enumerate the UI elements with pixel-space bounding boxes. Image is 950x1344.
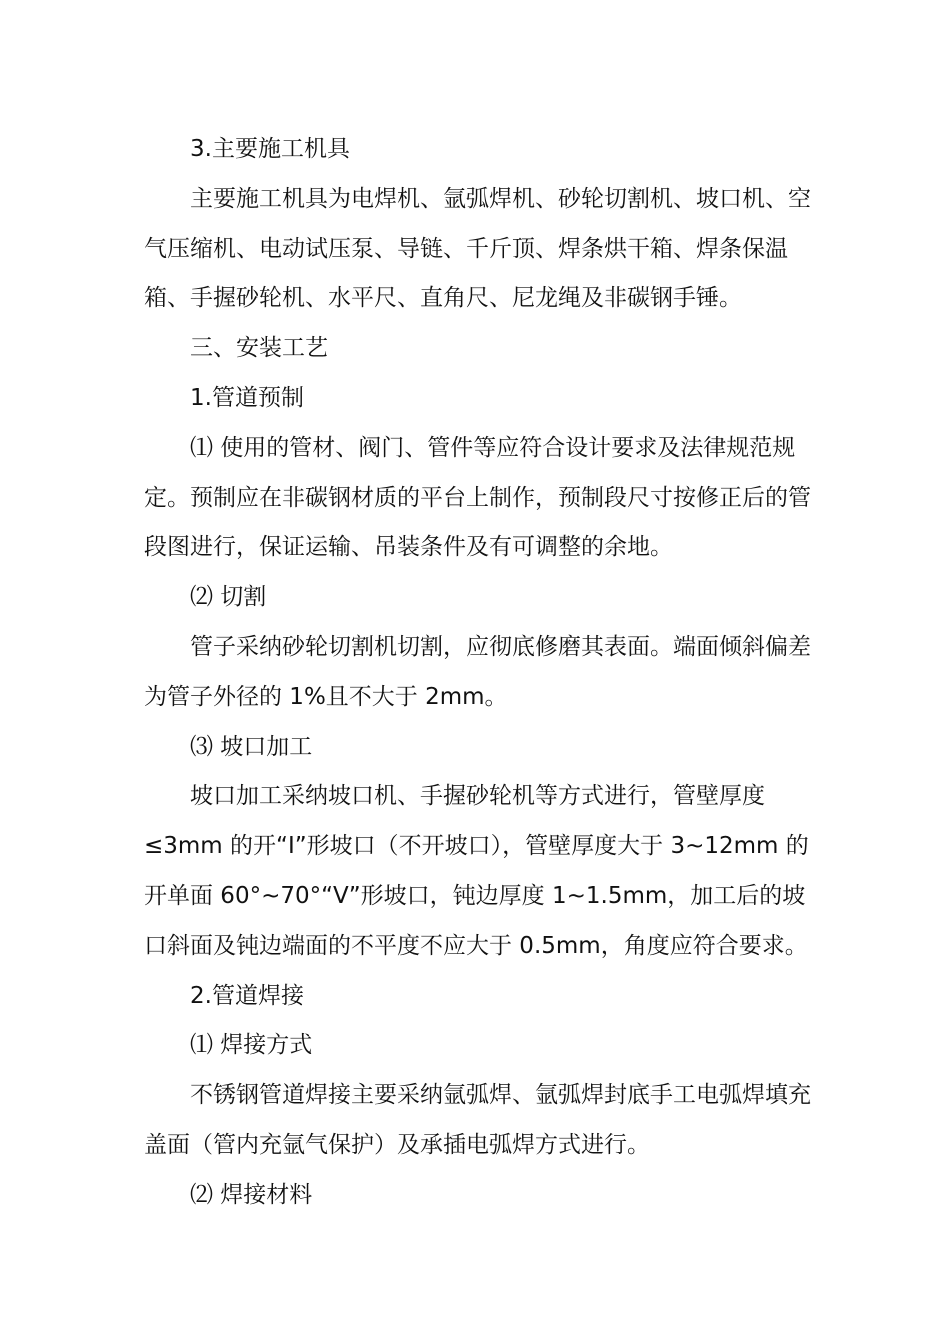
section-heading-tools: 3.主要施工机具 (190, 136, 350, 162)
prefabrication-paragraph: ⑴ 使用的管材、阀门、管件等应符合设计要求及法律规范规定。预制应在非碳钢材质的平台上制作，预制段尺寸按修正后的管段图进行，保证运输、吊装条件及有可调整的余地。 (144, 434, 811, 561)
subheading-cutting: ⑵ 切割 (190, 584, 267, 611)
welding-method-paragraph: 不锈钢管道焊接主要采纳氩弧焊、氩弧焊封底手工电弧焊填充盖面（管内充氩气保护）及承插电弧焊方式进行。 (144, 1082, 811, 1158)
subheading-welding-method: ⑴ 焊接方式 (190, 1032, 313, 1059)
section-heading-prefabrication: 1.管道预制 (190, 384, 304, 411)
document-body (144, 125, 812, 1221)
subheading-bevel: ⑶ 坡口加工 (190, 733, 313, 760)
tools-paragraph: 主要施工机具为电焊机、氩弧焊机、砂轮切割机、坡口机、空气压缩机、电动试压泵、导链、千斤顶、焊条烘干箱、焊条保温箱、手握砂轮机、水平尺、直角尺、尼龙绳及非碳钢手锤。 (144, 185, 811, 312)
cutting-paragraph: 管子采纳砂轮切割机切割，应彻底修磨其表面。端面倾斜偏差为管子外径的 1%且不大于 2mm。 (144, 633, 811, 710)
bevel-paragraph: 坡口加工采纳坡口机、手握砂轮机等方式进行，管壁厚度≤3mm 的开“I”形坡口（不开坡口），管壁厚度大于 3~12mm 的开单面 60°~70°“V”形坡口，钝边厚度 1~1.5mm，加工后的坡口斜面及钝边端面的不平度不应大于 0.5mm，角度应符合要求。 (144, 783, 809, 959)
chapter-heading-installation: 三、安装工艺 (190, 335, 328, 362)
section-heading-welding: 2.管道焊接 (190, 982, 304, 1009)
subheading-welding-materials: ⑵ 焊接材料 (190, 1181, 313, 1208)
